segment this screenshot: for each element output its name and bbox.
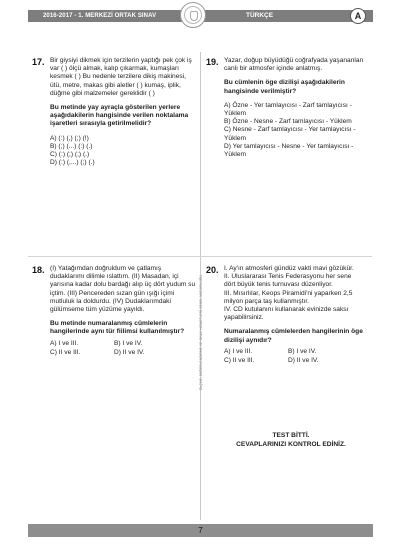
footer-bar (28, 524, 373, 537)
booklet-type-badge: A (350, 8, 366, 24)
question-17-text: Bir giysiyi dikmek için terzilerin yaptığı pek çok iş var ( ) ölçü almak, kalıp çıkarmak, kumaşları kesmek ( ) Bu nedenle terzilere dikiş makinesi, ütü, metre, makas gibi aletler ( ) kumaş, iplik, düğme gibi malzemeler gereklidir ( ) (50, 57, 192, 97)
q20-item-4: IV. CD kutulanını kullanarak evinizde saksı yapabilirsiniz. (224, 306, 349, 322)
subject-title: TÜRKÇE (246, 12, 274, 19)
test-end-line-1: TEST BİTTİ. (272, 432, 310, 439)
q19-option-a[interactable]: A) Özne - Yer tamlayıcısı - Zarf tamlayıcısı - Yüklem (224, 101, 352, 118)
page-number: 7 (198, 526, 203, 535)
ministry-logo-icon (180, 2, 206, 28)
q20-option-a[interactable]: A) I ve III. (224, 347, 253, 355)
question-20 (224, 265, 364, 365)
question-18-text: (I) Yatağımdan doğruldum ve çatlamış dudaklarımı dilimle ıslattım. (II) Masadan, içi yarısına kadar dolu bardağı alıp üç dört yudum su içtim. (III) Pencereden sızan gün ışığı içimi mutluluk la doldurdu. (IV) Dudaklarımdaki gülümseme tüm yüzüme yayıldı. (50, 265, 196, 314)
question-19-text: Yazar, doğup büyüdüğü coğrafyada yaşananları canlı bir atmosfer içinde anlatmış. (224, 57, 364, 73)
q20-option-b[interactable]: B) I ve IV. (288, 347, 317, 355)
test-end-line-2: CEVAPLARINIZI KONTROL EDİNİZ. (236, 441, 346, 448)
q18-option-c[interactable]: C) II ve III. (50, 348, 81, 356)
question-17 (50, 57, 196, 167)
question-19 (224, 57, 364, 159)
exam-title: 2016-2017 - 1. MERKEZİ ORTAK SINAV (43, 13, 157, 19)
q18-option-a[interactable]: A) I ve III. (50, 339, 79, 347)
q20-item-2: II. Uluslararası Tenis Federasyonu her sene dört büyük tenis turnuvası düzenliyor. (224, 273, 352, 289)
q19-option-d[interactable]: D) Yer tamlayıcısı - Nesne - Yer tamlayıcısı - Yüklem (224, 142, 354, 159)
q20-option-d[interactable]: D) II ve IV. (288, 357, 319, 365)
vertical-side-text: ÖLÇME, DEĞERLENDİRME VE SINAV HİZMETLERİ GENEL MÜDÜRLÜĞÜ (199, 275, 203, 390)
question-number-18: 18. (32, 265, 45, 275)
question-20-prompt: Numaralanmış cümlelerden hangilerinin öge dizilişi aynıdır? (224, 328, 363, 344)
q20-option-c[interactable]: C) II ve III. (224, 357, 255, 365)
question-18-prompt: Bu metinde numaralanmış cümlelerin hangilerinde aynı tür fiilimsi kullanılmıştır? (50, 320, 185, 336)
question-number-19: 19. (206, 57, 219, 67)
question-19-prompt: Bu cümlenin öge dizilişi aşağıdakilerin hangisinde verilmiştir? (224, 79, 345, 95)
q20-item-1: I. Ay'ın atmosferi gündüz vakti mavi gözükür. (224, 265, 354, 272)
q20-item-3: III. Mısırlılar, Keops Piramidi'ni yaparken 2,5 milyon parça taş kullanmıştır. (224, 289, 353, 305)
question-number-17: 17. (32, 57, 45, 67)
q18-option-d[interactable]: D) II ve IV. (114, 348, 145, 356)
question-17-prompt: Bu metinde yay ayraçla gösterilen yerlere aşağıdakilerin hangisinde verilen noktalama işaretleri sırasıyla getirilmelidir? (50, 104, 189, 128)
q17-option-b[interactable]: B) (;) (...) (:) (.) (50, 142, 93, 150)
q18-option-b[interactable]: B) I ve IV. (114, 339, 143, 347)
row-divider (28, 256, 372, 257)
question-18 (50, 265, 196, 357)
q19-option-b[interactable]: B) Özne - Nesne - Zarf tamlayıcısı - Yüklem (224, 118, 352, 126)
q17-option-a[interactable]: A) (:) (,) (;) (!) (50, 134, 89, 142)
q19-option-c[interactable]: C) Nesne - Zarf tamlayıcısı - Yer tamlayıcısı - Yüklem (224, 126, 356, 142)
q17-option-c[interactable]: C) (:) (;) (;) (.) (50, 151, 90, 159)
question-number-20: 20. (206, 265, 219, 275)
q17-option-d[interactable]: D) (:) (,...) (;) (.) (50, 159, 95, 167)
test-end-note (236, 431, 346, 449)
